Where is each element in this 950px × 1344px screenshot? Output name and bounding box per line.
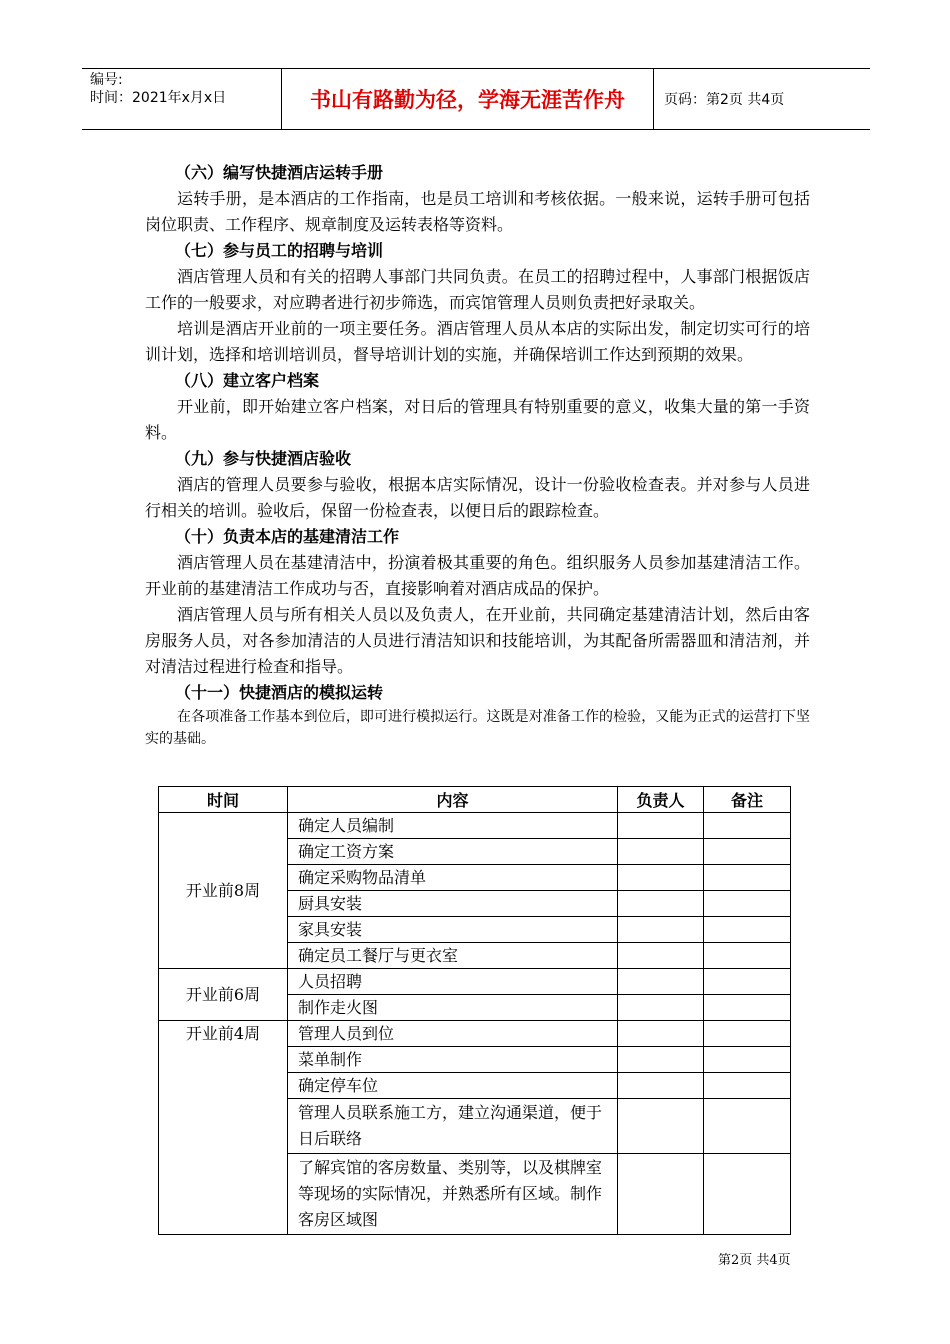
- content-cell: 管理人员联系施工方，建立沟通渠道，便于日后联络: [288, 1099, 618, 1154]
- section-heading: （六）编写快捷酒店运转手册: [175, 163, 384, 182]
- section-heading: （十一）快捷酒店的模拟运转: [175, 683, 384, 702]
- notes-cell: [704, 917, 791, 943]
- content-cell: 确定采购物品清单: [288, 865, 618, 891]
- content-cell: 制作走火图: [288, 995, 618, 1021]
- paragraph: 酒店管理人员和有关的招聘人事部门共同负责。在员工的招聘过程中，人事部门根据饭店工作的一般要求，对应聘者进行初步筛选，而宾馆管理人员则负责把好录取关。: [145, 267, 810, 312]
- owner-cell: [618, 813, 704, 839]
- intro-paragraph: 在各项准备工作基本到位后，即可进行模拟运行。这既是对准备工作的检验，又能为正式的运营打下坚实的基础。: [145, 709, 810, 747]
- time-cell: 开业前8周: [159, 813, 288, 969]
- paragraph: 酒店管理人员在基建清洁中，扮演着极其重要的角色。组织服务人员参加基建清洁工作。开业前的基建清洁工作成功与否，直接影响着对酒店成品的保护。: [145, 553, 810, 598]
- notes-cell: [704, 1021, 791, 1047]
- owner-cell: [618, 969, 704, 995]
- notes-cell: [704, 813, 791, 839]
- content-cell: 家具安装: [288, 917, 618, 943]
- owner-cell: [618, 995, 704, 1021]
- notes-cell: [704, 865, 791, 891]
- table-row: [159, 969, 791, 995]
- page-footer: 第2页 共4页: [718, 1253, 791, 1268]
- owner-cell: [618, 839, 704, 865]
- header-motto: 书山有路勤为径，学海无涯苦作舟: [282, 69, 654, 129]
- notes-cell: [704, 891, 791, 917]
- content-cell: 确定人员编制: [288, 813, 618, 839]
- content-cell: 管理人员到位: [288, 1021, 618, 1047]
- content-cell: 了解宾馆的客房数量、类别等，以及棋牌室等现场的实际情况，并熟悉所有区域。制作客房区域图: [288, 1154, 618, 1235]
- section-heading: （九）参与快捷酒店验收: [175, 449, 352, 468]
- owner-cell: [618, 917, 704, 943]
- owner-cell: [618, 1021, 704, 1047]
- notes-cell: [704, 1073, 791, 1099]
- content-cell: 人员招聘: [288, 969, 618, 995]
- notes-cell: [704, 1047, 791, 1073]
- owner-cell: [618, 891, 704, 917]
- notes-cell: [704, 1099, 791, 1154]
- header-meta: [82, 69, 282, 129]
- paragraph: 开业前，即开始建立客户档案，对日后的管理具有特别重要的意义，收集大量的第一手资料。: [145, 397, 810, 442]
- notes-cell: [704, 1154, 791, 1235]
- document-number-label: 编号:: [90, 72, 123, 88]
- content-cell: 确定工资方案: [288, 839, 618, 865]
- notes-cell: [704, 995, 791, 1021]
- schedule-table: [158, 786, 791, 1235]
- column-header-content: 内容: [288, 787, 618, 813]
- owner-cell: [618, 1047, 704, 1073]
- header-page-number: 页码：第2页 共4页: [664, 92, 785, 108]
- time-cell: 开业前6周: [159, 969, 288, 1021]
- content-cell: 确定员工餐厅与更衣室: [288, 943, 618, 969]
- owner-cell: [618, 1154, 704, 1235]
- owner-cell: [618, 1073, 704, 1099]
- notes-cell: [704, 839, 791, 865]
- column-header-time: 时间: [159, 787, 288, 813]
- document-date: 时间：2021年x月x日: [90, 90, 227, 106]
- notes-cell: [704, 943, 791, 969]
- table-row: [159, 813, 791, 839]
- owner-cell: [618, 865, 704, 891]
- section-heading: （十）负责本店的基建清洁工作: [175, 527, 400, 546]
- section-heading: （八）建立客户档案: [175, 371, 320, 390]
- time-cell: 开业前4周: [159, 1021, 288, 1235]
- section-heading: （七）参与员工的招聘与培训: [175, 241, 384, 260]
- column-header-notes: 备注: [704, 787, 791, 813]
- content-cell: 菜单制作: [288, 1047, 618, 1073]
- owner-cell: [618, 943, 704, 969]
- column-header-owner: 负责人: [618, 787, 704, 813]
- document-body: [145, 160, 810, 750]
- table-header-row: [159, 787, 791, 813]
- notes-cell: [704, 969, 791, 995]
- paragraph: 培训是酒店开业前的一项主要任务。酒店管理人员从本店的实际出发，制定切实可行的培训计划，选择和培训培训员，督导培训计划的实施，并确保培训工作达到预期的效果。: [145, 319, 810, 364]
- paragraph: 酒店管理人员与所有相关人员以及负责人，在开业前，共同确定基建清洁计划，然后由客房服务人员，对各参加清洁的人员进行清洁知识和技能培训，为其配备所需器皿和清洁剂，并对清洁过程进行检查和指导。: [145, 605, 810, 676]
- content-cell: 厨具安装: [288, 891, 618, 917]
- content-cell: 确定停车位: [288, 1073, 618, 1099]
- table-row: [159, 1021, 791, 1047]
- owner-cell: [618, 1099, 704, 1154]
- paragraph: 酒店的管理人员要参与验收，根据本店实际情况，设计一份验收检查表。并对参与人员进行相关的培训。验收后，保留一份检查表，以便日后的跟踪检查。: [145, 475, 810, 520]
- page-header: [82, 68, 870, 130]
- paragraph: 运转手册，是本酒店的工作指南，也是员工培训和考核依据。一般来说，运转手册可包括岗位职责、工作程序、规章制度及运转表格等资料。: [145, 189, 810, 234]
